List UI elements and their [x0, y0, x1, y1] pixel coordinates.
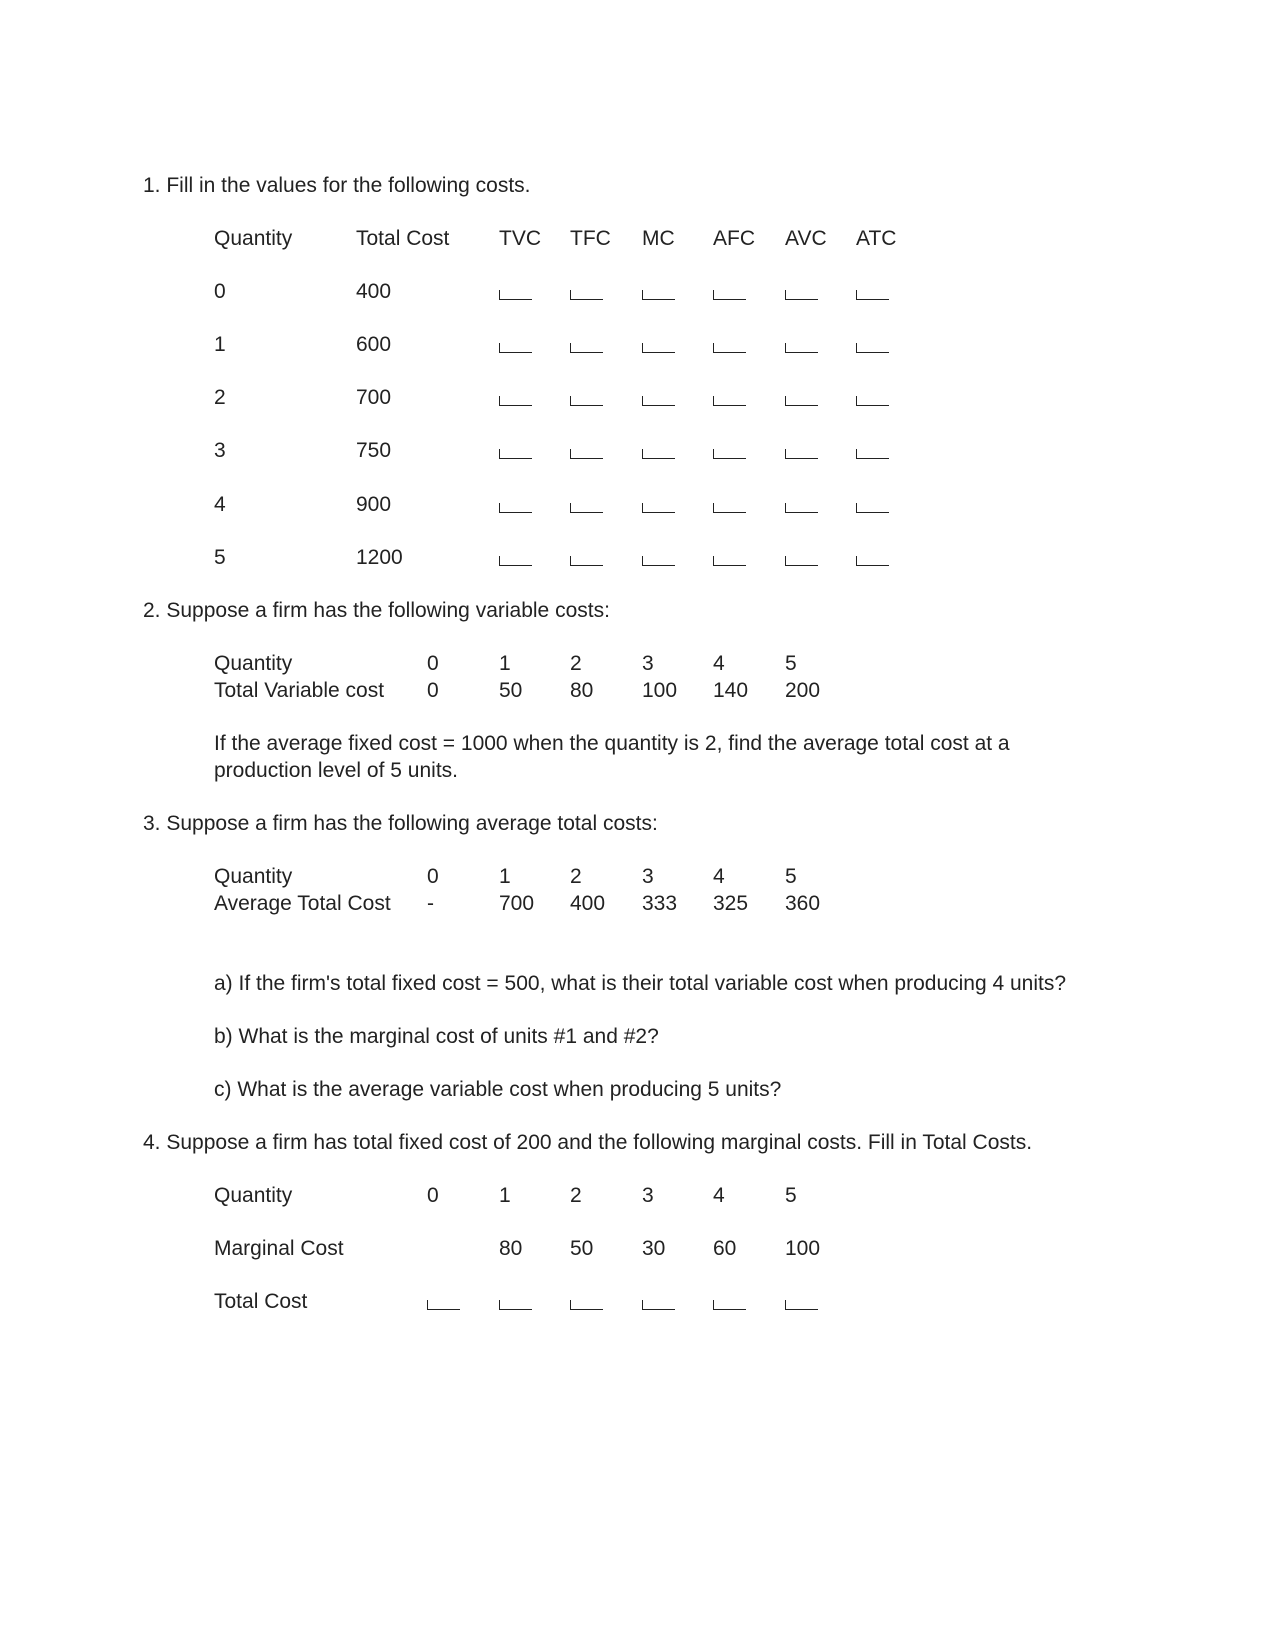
- q1-blank-avc[interactable]: [785, 449, 818, 459]
- q1-header-atc: ATC: [856, 227, 897, 250]
- q4-blank-total-cost[interactable]: [499, 1300, 532, 1310]
- q4-mc-value: 80: [499, 1237, 523, 1260]
- q2-tvc-value: 100: [642, 679, 678, 702]
- q1-blank-avc[interactable]: [785, 290, 818, 300]
- q4-tc-label: Total Cost: [214, 1290, 308, 1313]
- q4-mc-value: 60: [713, 1237, 737, 1260]
- q4-quantity-label: Quantity: [214, 1184, 293, 1207]
- q1-row-quantity: 2: [214, 386, 226, 409]
- q1-blank-tvc[interactable]: [499, 503, 532, 513]
- q2-tvc-value: 80: [570, 679, 594, 702]
- q1-blank-tfc[interactable]: [570, 556, 603, 566]
- q3-quantity-value: 4: [713, 865, 725, 888]
- q1-header-avc: AVC: [785, 227, 827, 250]
- q3-sub-question-b: b) What is the marginal cost of units #1 and #2?: [214, 1025, 659, 1048]
- q4-quantity-value: 5: [785, 1184, 797, 1207]
- q1-blank-mc[interactable]: [642, 449, 675, 459]
- q1-row-quantity: 5: [214, 546, 226, 569]
- q4-mc-value: 50: [570, 1237, 594, 1260]
- q4-mc-value: 30: [642, 1237, 666, 1260]
- q4-blank-total-cost[interactable]: [785, 1300, 818, 1310]
- q2-quantity-value: 5: [785, 652, 797, 675]
- q1-blank-atc[interactable]: [856, 556, 889, 566]
- q4-quantity-value: 2: [570, 1184, 582, 1207]
- q1-header-total-cost: Total Cost: [356, 227, 450, 250]
- q3-atc-value: -: [427, 892, 434, 915]
- q2-question-line2: production level of 5 units.: [214, 759, 458, 782]
- q1-blank-atc[interactable]: [856, 503, 889, 513]
- q1-blank-avc[interactable]: [785, 343, 818, 353]
- q4-blank-total-cost[interactable]: [427, 1300, 460, 1310]
- q3-sub-question-a: a) If the firm's total fixed cost = 500, what is their total variable cost when producing 4 units?: [214, 972, 1067, 995]
- q3-prompt: 3. Suppose a firm has the following average total costs:: [143, 812, 658, 835]
- q1-blank-tfc[interactable]: [570, 449, 603, 459]
- q2-quantity-value: 3: [642, 652, 654, 675]
- q3-quantity-label: Quantity: [214, 865, 293, 888]
- q2-quantity-value: 1: [499, 652, 511, 675]
- q3-quantity-value: 1: [499, 865, 511, 888]
- q1-blank-tvc[interactable]: [499, 343, 532, 353]
- q1-blank-mc[interactable]: [642, 396, 675, 406]
- q2-prompt: 2. Suppose a firm has the following variable costs:: [143, 599, 610, 622]
- q4-blank-total-cost[interactable]: [570, 1300, 603, 1310]
- q1-blank-afc[interactable]: [713, 556, 746, 566]
- q1-blank-mc[interactable]: [642, 290, 675, 300]
- q3-quantity-value: 0: [427, 865, 439, 888]
- q1-blank-mc[interactable]: [642, 556, 675, 566]
- q2-quantity-value: 4: [713, 652, 725, 675]
- q1-header-tvc: TVC: [499, 227, 541, 250]
- q1-blank-tvc[interactable]: [499, 290, 532, 300]
- q3-quantity-value: 2: [570, 865, 582, 888]
- q1-blank-tvc[interactable]: [499, 556, 532, 566]
- q2-tvc-value: 140: [713, 679, 749, 702]
- q1-blank-tvc[interactable]: [499, 396, 532, 406]
- q4-quantity-value: 3: [642, 1184, 654, 1207]
- q3-atc-value: 700: [499, 892, 535, 915]
- q2-tvc-label: Total Variable cost: [214, 679, 385, 702]
- q1-blank-tfc[interactable]: [570, 343, 603, 353]
- q1-blank-avc[interactable]: [785, 503, 818, 513]
- q3-atc-value: 325: [713, 892, 749, 915]
- q1-blank-afc[interactable]: [713, 290, 746, 300]
- q1-blank-afc[interactable]: [713, 343, 746, 353]
- q1-row-total-cost: 1200: [356, 546, 403, 569]
- q1-row-quantity: 3: [214, 439, 226, 462]
- q4-prompt: 4. Suppose a firm has total fixed cost of 200 and the following marginal costs. Fill in Total Costs.: [143, 1131, 1033, 1154]
- q4-quantity-value: 4: [713, 1184, 725, 1207]
- q1-blank-tvc[interactable]: [499, 449, 532, 459]
- q1-blank-mc[interactable]: [642, 343, 675, 353]
- q1-blank-afc[interactable]: [713, 503, 746, 513]
- q3-quantity-value: 3: [642, 865, 654, 888]
- q1-blank-afc[interactable]: [713, 396, 746, 406]
- q1-row-total-cost: 700: [356, 386, 392, 409]
- q2-quantity-value: 2: [570, 652, 582, 675]
- q4-mc-label: Marginal Cost: [214, 1237, 344, 1260]
- q1-row-quantity: 4: [214, 493, 226, 516]
- q2-tvc-value: 200: [785, 679, 821, 702]
- q1-row-quantity: 0: [214, 280, 226, 303]
- q3-atc-value: 360: [785, 892, 821, 915]
- q3-atc-value: 400: [570, 892, 606, 915]
- q1-header-tfc: TFC: [570, 227, 611, 250]
- q1-blank-atc[interactable]: [856, 449, 889, 459]
- q1-header-afc: AFC: [713, 227, 755, 250]
- q1-header-quantity: Quantity: [214, 227, 293, 250]
- q1-row-total-cost: 900: [356, 493, 392, 516]
- q1-blank-afc[interactable]: [713, 449, 746, 459]
- q4-mc-value: 100: [785, 1237, 821, 1260]
- q1-row-total-cost: 400: [356, 280, 392, 303]
- q1-blank-tfc[interactable]: [570, 503, 603, 513]
- q1-blank-atc[interactable]: [856, 343, 889, 353]
- q3-quantity-value: 5: [785, 865, 797, 888]
- q2-quantity-label: Quantity: [214, 652, 293, 675]
- q2-tvc-value: 0: [427, 679, 439, 702]
- q2-tvc-value: 50: [499, 679, 523, 702]
- q4-quantity-value: 0: [427, 1184, 439, 1207]
- q1-blank-avc[interactable]: [785, 396, 818, 406]
- q3-atc-value: 333: [642, 892, 678, 915]
- q1-header-mc: MC: [642, 227, 675, 250]
- q4-blank-total-cost[interactable]: [713, 1300, 746, 1310]
- q4-quantity-value: 1: [499, 1184, 511, 1207]
- q1-blank-atc[interactable]: [856, 396, 889, 406]
- q2-question-line1: If the average fixed cost = 1000 when the quantity is 2, find the average total cost at a: [214, 732, 1010, 755]
- q3-atc-label: Average Total Cost: [214, 892, 391, 915]
- q4-blank-total-cost[interactable]: [642, 1300, 675, 1310]
- q1-blank-atc[interactable]: [856, 290, 889, 300]
- q1-blank-mc[interactable]: [642, 503, 675, 513]
- q1-row-quantity: 1: [214, 333, 226, 356]
- q3-sub-question-c: c) What is the average variable cost when producing 5 units?: [214, 1078, 782, 1101]
- q1-blank-tfc[interactable]: [570, 396, 603, 406]
- q2-quantity-value: 0: [427, 652, 439, 675]
- q1-prompt: 1. Fill in the values for the following costs.: [143, 174, 531, 197]
- q1-blank-avc[interactable]: [785, 556, 818, 566]
- q1-blank-tfc[interactable]: [570, 290, 603, 300]
- q1-row-total-cost: 600: [356, 333, 392, 356]
- q1-row-total-cost: 750: [356, 439, 392, 462]
